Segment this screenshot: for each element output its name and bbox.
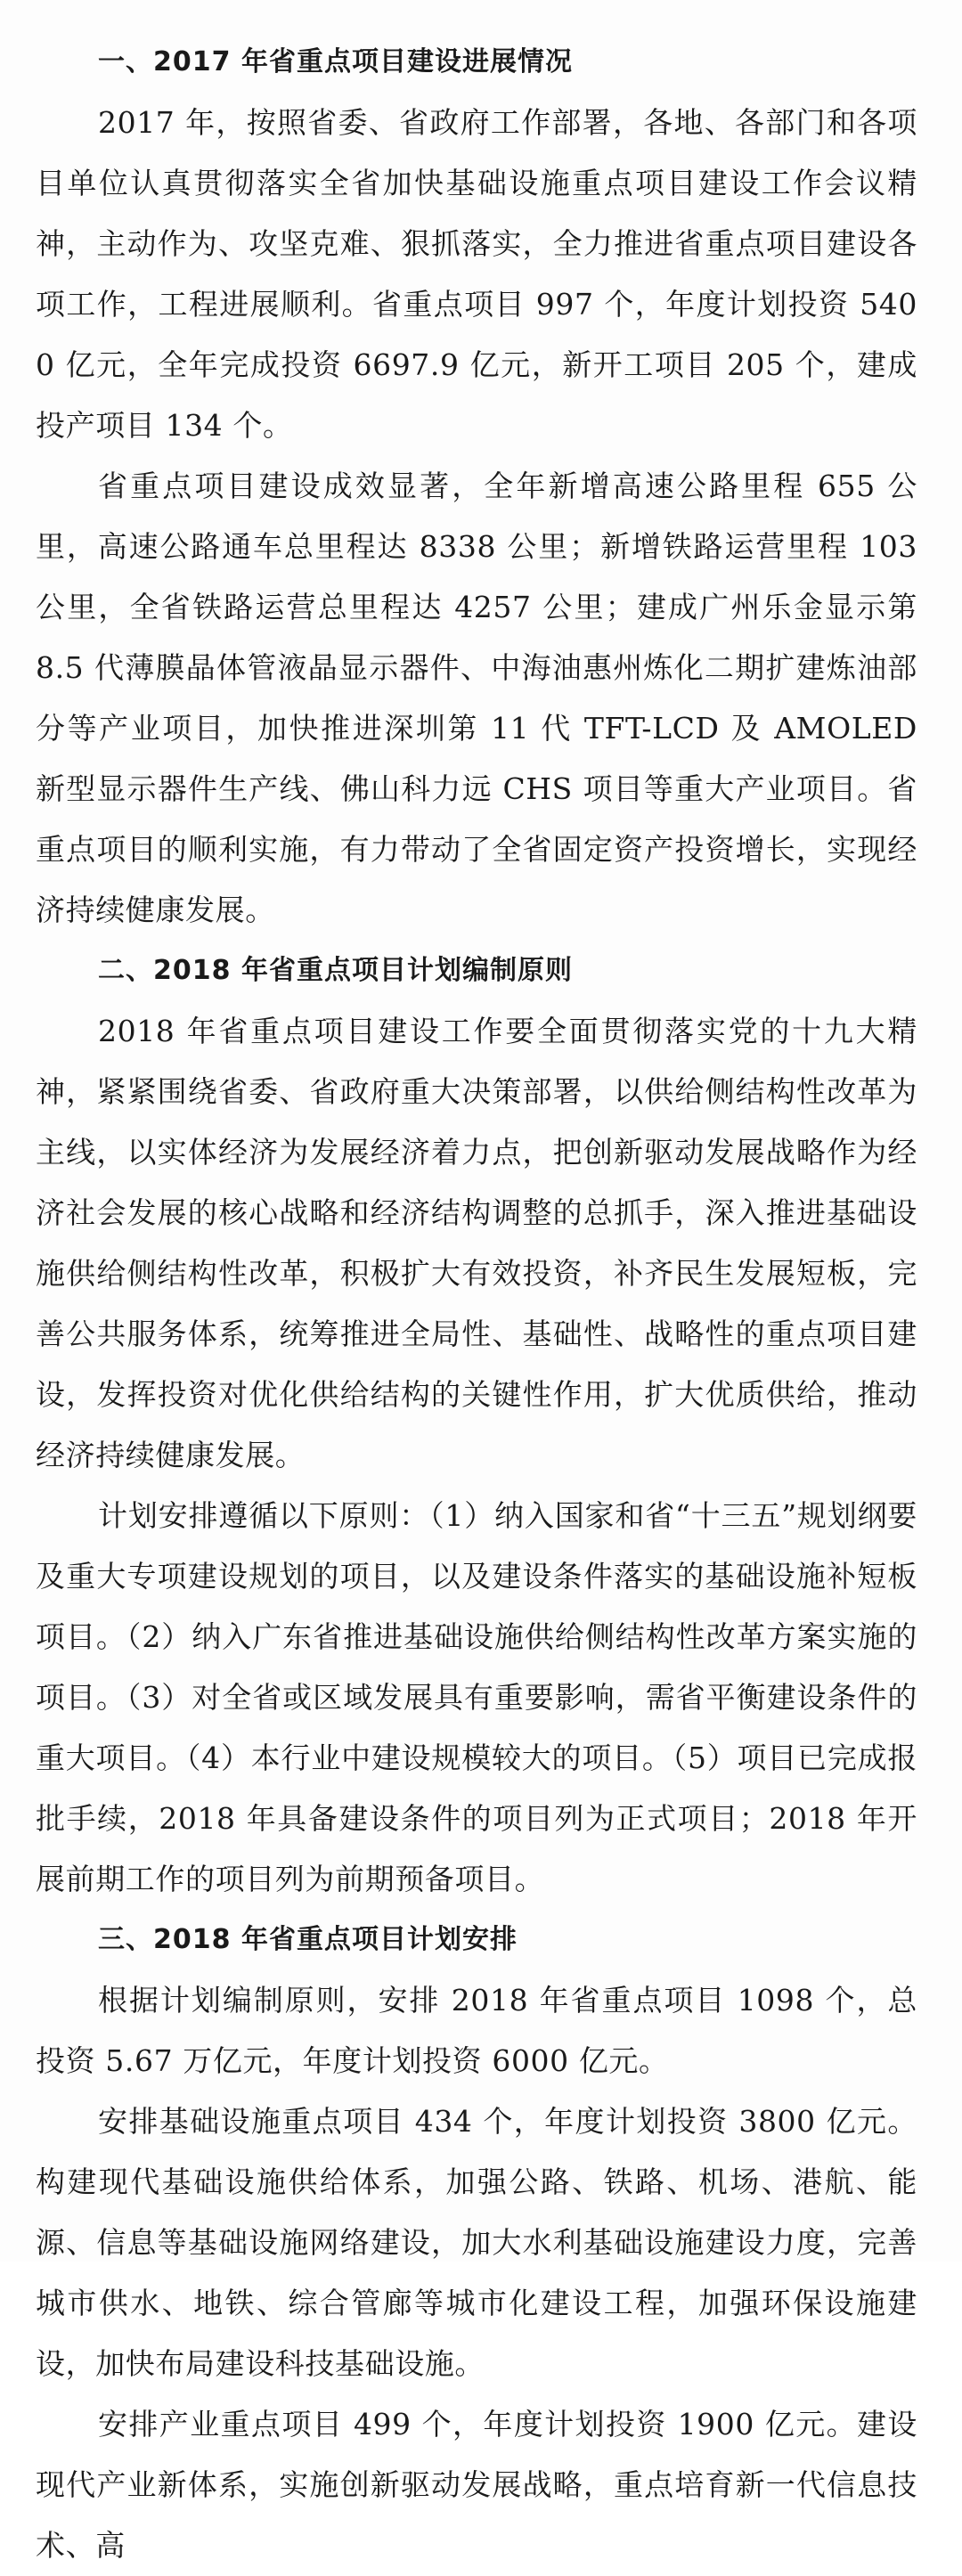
- section-heading-3: 三、2018 年省重点项目计划安排: [98, 1924, 518, 1955]
- paragraph: 省重点项目建设成效显著，全年新增高速公路里程 655 公里，高速公路通车总里程达 8338 公里；新增铁路运营里程 103 公里，全省铁路运营总里程达 4257 公里；建成广州乐金显示第 8.5 代薄膜晶体管液晶显示器件、中海油惠州炼化二期扩建炼油部分等产业项目，加快推进深圳第 11 代 TFT-LCD 及 AMOLED 新型显示器件生产线、佛山科力远 CHS 项目等重大产业项目。省重点项目的顺利实施，有力带动了全省固定资产投资增长，实现经济持续健康发展。: [36, 469, 917, 927]
- document-body: [36, 32, 917, 2576]
- paragraph: 根据计划编制原则，安排 2018 年省重点项目 1098 个，总投资 5.67 万亿元，年度计划投资 6000 亿元。: [36, 1983, 917, 2078]
- section-heading-1: 一、2017 年省重点项目建设进展情况: [98, 46, 573, 77]
- paragraph: 安排产业重点项目 499 个，年度计划投资 1900 亿元。建设现代产业新体系，实施创新驱动发展战略，重点培育新一代信息技术、高: [36, 2407, 917, 2563]
- paragraph: 2018 年省重点项目建设工作要全面贯彻落实党的十九大精神，紧紧围绕省委、省政府重大决策部署，以供给侧结构性改革为主线，以实体经济为发展经济着力点，把创新驱动发展战略作为经济社会发展的核心战略和经济结构调整的总抓手，深入推进基础设施供给侧结构性改革，积极扩大有效投资，补齐民生发展短板，完善公共服务体系，统筹推进全局性、基础性、战略性的重点项目建设，发挥投资对优化供给结构的关键性作用，扩大优质供给，推动经济持续健康发展。: [36, 1014, 917, 1472]
- paragraph: 安排基础设施重点项目 434 个，年度计划投资 3800 亿元。构建现代基础设施供给体系，加强公路、铁路、机场、港航、能源、信息等基础设施网络建设，加大水利基础设施建设力度，完善城市供水、地铁、综合管廊等城市化建设工程，加强环保设施建设，加快布局建设科技基础设施。: [36, 2104, 917, 2381]
- paragraph: 计划安排遵循以下原则：（1）纳入国家和省“十三五”规划纲要及重大专项建设规划的项目，以及建设条件落实的基础设施补短板项目。（2）纳入广东省推进基础设施供给侧结构性改革方案实施的项目。（3）对全省或区域发展具有重要影响，需省平衡建设条件的重大项目。（4）本行业中建设规模较大的项目。（5）项目已完成报批手续，2018 年具备建设条件的项目列为正式项目；2018 年开展前期工作的项目列为前期预备项目。: [36, 1498, 917, 1896]
- paragraph: 2017 年，按照省委、省政府工作部署，各地、各部门和各项目单位认真贯彻落实全省加快基础设施重点项目建设工作会议精神，主动作为、攻坚克难、狠抓落实，全力推进省重点项目建设各项工作，工程进展顺利。省重点项目 997 个，年度计划投资 5400 亿元，全年完成投资 6697.9 亿元，新开工项目 205 个，建成投产项目 134 个。: [36, 105, 917, 443]
- section-heading-2: 二、2018 年省重点项目计划编制原则: [98, 955, 573, 986]
